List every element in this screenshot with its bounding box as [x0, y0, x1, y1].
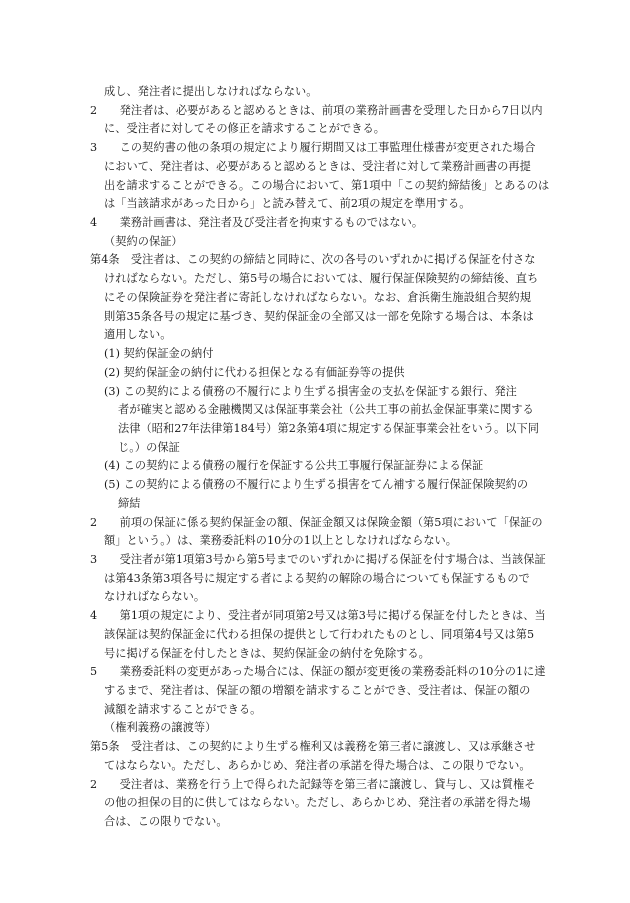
- line-text: 締結: [118, 497, 141, 510]
- line-text: 2 発注者は、必要があると認めるときは、前項の業務計画書を受理した日から7日以内: [90, 104, 543, 117]
- line-text: 法律（昭和27年法律第184号）第2条第4項に規定する保証事業会社をいう。以下同: [118, 422, 540, 435]
- text-line: [0, 400, 630, 420]
- line-text: に、受注者に対してその修正を請求することができる。: [104, 122, 385, 135]
- text-line: [0, 606, 630, 626]
- text-line: [0, 82, 630, 102]
- line-text: 号に掲げる保証を付したときは、契約保証金の納付を免除する。: [104, 647, 430, 660]
- text-line: [0, 756, 630, 776]
- text-line: [0, 213, 630, 233]
- line-text: 3 受注者が第1項第3号から第5号までのいずれかに掲げる保証を付す場合は、当該保証: [90, 553, 546, 566]
- section-heading: [0, 718, 630, 738]
- text-line: [0, 157, 630, 177]
- text-line: [0, 419, 630, 439]
- section-heading: [0, 232, 630, 252]
- list-item: [0, 382, 630, 402]
- text-line: [0, 775, 630, 795]
- line-text: にその保険証券を発注者に寄託しなければならない。なお、倉浜衛生施設組合契約規: [104, 291, 532, 304]
- text-line: [0, 513, 630, 533]
- line-text: 合は、この限りでない。: [104, 815, 228, 828]
- line-text: 出を請求することができる。この場合において、第1項中「この契約締結後」とあるのは: [104, 179, 550, 192]
- line-text: するまで、発注者は、保証の額の増額を請求することができ、受注者は、保証の額の: [104, 684, 531, 697]
- line-text: は第43条第3項各号に規定する者による契約の解除の場合についても保証するもので: [104, 572, 530, 585]
- list-item: [0, 363, 630, 383]
- text-line: [0, 269, 630, 289]
- line-text: 額」という。）は、業務委託料の10分の1以上としなければならない。: [104, 534, 458, 547]
- line-text: において、発注者は、必要があると認めるときは、受注者に対して業務計画書の再提: [104, 160, 531, 173]
- text-line: [0, 101, 630, 121]
- line-text: 2 受注者は、業務を行う上で得られた記録等を第三者に譲渡し、貸与し、又は質権そ: [90, 778, 536, 791]
- line-text: 適用しない。: [104, 328, 172, 341]
- line-text: なければならない。: [104, 590, 206, 603]
- line-text: 則第35条各号の規定に基づき、契約保証金の全部又は一部を免除する場合は、本条は: [104, 310, 534, 323]
- text-line: [0, 176, 630, 196]
- text-line: [0, 194, 630, 214]
- line-text: (5) この契約による債務の不履行により生ずる損害をてん補する履行保証保険契約の: [104, 478, 529, 491]
- line-text: 該保証は契約保証金に代わる担保の提供として行われたものとし、同項第4号又は第5: [104, 628, 535, 641]
- text-line: [0, 119, 630, 139]
- line-text: 第5条 受注者は、この契約により生ずる権利又は義務を第三者に譲渡し、又は承継させ: [90, 740, 536, 753]
- line-text: (4) この契約による債務の履行を保証する公共工事履行保証証券による保証: [104, 459, 484, 472]
- line-text: 成し、発注者に提出しなければならない。: [104, 85, 318, 98]
- text-line: [0, 288, 630, 308]
- line-text: (2) 契約保証金の納付に代わる担保となる有価証券等の提供: [104, 366, 405, 379]
- line-text: 4 業務計画書は、発注者及び受注者を拘束するものではない。: [90, 216, 424, 229]
- text-line: [0, 569, 630, 589]
- line-text: ければならない。ただし、第5号の場合においては、履行保証保険契約の締結後、直ち: [104, 272, 539, 285]
- line-text: 者が確実と認める金融機関又は保証事業会社（公共工事の前払金保証事業に関する: [118, 403, 534, 416]
- line-text: (1) 契約保証金の納付: [104, 347, 214, 360]
- article-heading: [0, 737, 630, 757]
- heading-text: （契約の保証）: [104, 235, 183, 248]
- line-text: 減額を請求することができる。: [104, 703, 262, 716]
- text-line: [0, 325, 630, 345]
- line-text: の他の担保の目的に供してはならない。ただし、あらかじめ、発注者の承諾を得た場: [104, 796, 531, 809]
- text-line: [0, 587, 630, 607]
- text-line: [0, 550, 630, 570]
- list-item: [0, 456, 630, 476]
- article-heading: [0, 250, 630, 270]
- line-text: 2 前項の保証に係る契約保証金の額、保証金額又は保険金額（第5項において「保証の: [90, 516, 543, 529]
- line-text: じ。）の保証: [118, 441, 180, 454]
- list-item: [0, 344, 630, 364]
- text-line: [0, 793, 630, 813]
- text-line: [0, 644, 630, 664]
- line-text: は「当該請求があった日から」と読み替えて、前2項の規定を準用する。: [104, 197, 471, 210]
- text-line: [0, 700, 630, 720]
- text-line: [0, 138, 630, 158]
- text-line: [0, 681, 630, 701]
- text-line: [0, 494, 630, 514]
- line-text: (3) この契約による債務の不履行により生ずる損害金の支払を保証する銀行、発注: [104, 385, 517, 398]
- text-line: [0, 812, 630, 832]
- line-text: 5 業務委託料の変更があった場合には、保証の額が変更後の業務委託料の10分の1に達: [90, 665, 546, 678]
- text-line: [0, 438, 630, 458]
- line-text: 4 第1項の規定により、受注者が同項第2号又は第3号に掲げる保証を付したときは、当: [90, 609, 546, 622]
- line-text: 第4条 受注者は、この契約の締結と同時に、次の各号のいずれかに掲げる保証を付さな: [90, 253, 536, 266]
- list-item: [0, 475, 630, 495]
- text-line: [0, 307, 630, 327]
- line-text: 3 この契約書の他の条項の規定により履行期間又は工事監理仕様書が変更された場合: [90, 141, 536, 154]
- heading-text: （権利義務の譲渡等）: [104, 721, 217, 734]
- text-line: [0, 625, 630, 645]
- text-line: [0, 531, 630, 551]
- text-line: [0, 662, 630, 682]
- line-text: てはならない。ただし、あらかじめ、発注者の承諾を得た場合は、この限りでない。: [104, 759, 531, 772]
